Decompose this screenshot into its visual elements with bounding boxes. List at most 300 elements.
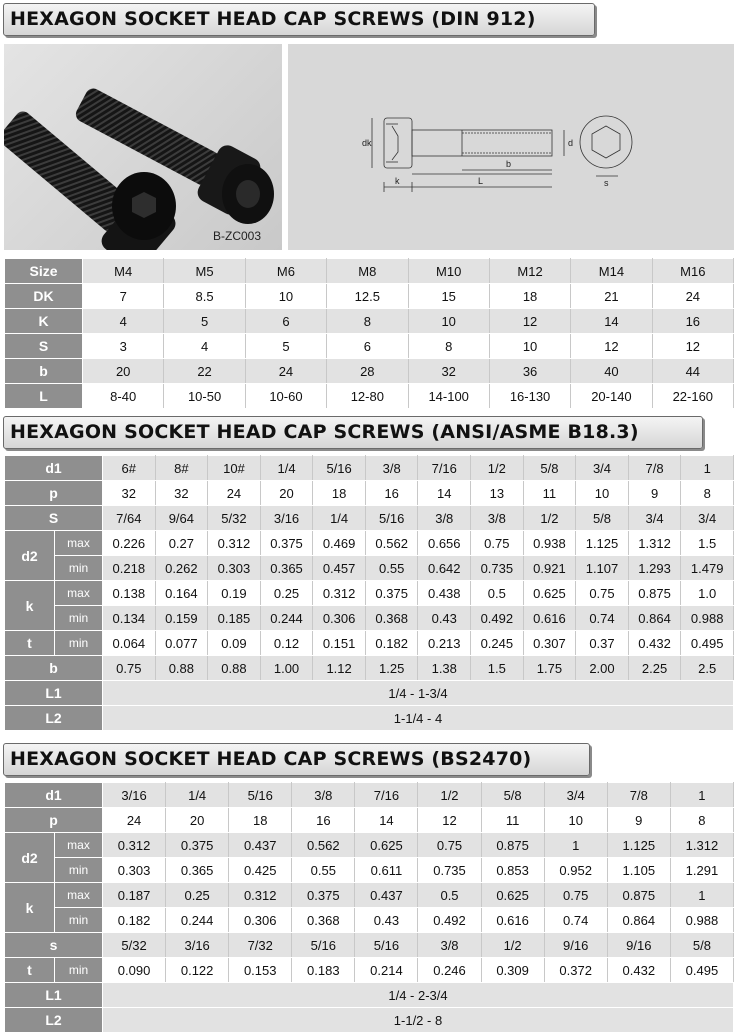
table-cell: 13: [471, 481, 524, 506]
table-cell: 0.138: [103, 581, 156, 606]
table-cell: 0.432: [628, 631, 681, 656]
row-header: S: [5, 334, 83, 359]
table-cell: 4: [164, 334, 245, 359]
table-cell: 3/4: [576, 456, 629, 481]
bs-p-row: [5, 808, 734, 833]
table-cell: 3/4: [544, 783, 607, 808]
table-cell: 0.616: [481, 908, 544, 933]
table-cell: 0.492: [471, 606, 524, 631]
table-cell: 5/8: [481, 783, 544, 808]
table-cell: 1/4: [313, 506, 366, 531]
table-cell: 0.25: [260, 581, 313, 606]
table-cell: 14: [571, 309, 652, 334]
table-cell: 0.064: [103, 631, 156, 656]
table-cell: 0.562: [365, 531, 418, 556]
table-cell: 28: [327, 359, 408, 384]
ansi-s-row: [5, 506, 734, 531]
table-cell: 6: [245, 309, 326, 334]
table-cell: 20: [166, 808, 229, 833]
ansi-l1-row: [5, 681, 734, 706]
row-header: L2: [5, 706, 103, 731]
table-cell: 12: [418, 808, 481, 833]
bs-d2-min-row: [5, 858, 734, 883]
table-cell: 0.492: [418, 908, 481, 933]
table-cell: 0.921: [523, 556, 576, 581]
table-cell: 32: [408, 359, 489, 384]
table-cell: 0.303: [103, 858, 166, 883]
table-cell: 5/32: [208, 506, 261, 531]
table-cell: 11: [481, 808, 544, 833]
table-cell: 1.12: [313, 656, 366, 681]
table-cell: 0.616: [523, 606, 576, 631]
table-cell: 8.5: [164, 284, 245, 309]
table-cell: 0.077: [155, 631, 208, 656]
table-cell: 1/2: [471, 456, 524, 481]
row-header: Size: [5, 259, 83, 284]
table-cell: 0.5: [418, 883, 481, 908]
table-cell: 0.74: [576, 606, 629, 631]
table-cell: 0.375: [260, 531, 313, 556]
table-cell: 0.244: [260, 606, 313, 631]
table-cell: 21: [571, 284, 652, 309]
table-cell: 0.437: [229, 833, 292, 858]
table-cell: 0.375: [166, 833, 229, 858]
table-cell: 1: [544, 833, 607, 858]
table-cell: 9: [607, 808, 670, 833]
table-cell: 5/16: [292, 933, 355, 958]
table-cell: 24: [103, 808, 166, 833]
table-cell: 2.00: [576, 656, 629, 681]
din-row: [5, 284, 734, 309]
table-cell: 7/16: [418, 456, 471, 481]
table-cell: 12-80: [327, 384, 408, 409]
table-cell: 0.153: [229, 958, 292, 983]
table-cell: 8-40: [83, 384, 164, 409]
table-cell: 3/16: [260, 506, 313, 531]
table-cell: 0.262: [155, 556, 208, 581]
table-cell: 3/4: [681, 506, 734, 531]
ansi-l2-row: [5, 706, 734, 731]
table-cell: 0.226: [103, 531, 156, 556]
table-cell: 7/8: [607, 783, 670, 808]
table-cell: 0.372: [544, 958, 607, 983]
table-cell: M6: [245, 259, 326, 284]
table-cell: 0.37: [576, 631, 629, 656]
table-cell: 5/16: [355, 933, 418, 958]
table-cell: 10-60: [245, 384, 326, 409]
row-subheader: min: [55, 631, 103, 656]
table-cell: 5/8: [523, 456, 576, 481]
row-header: S: [5, 506, 103, 531]
dim-label-d: d: [568, 138, 574, 148]
table-cell: 0.875: [628, 581, 681, 606]
table-cell: 4: [83, 309, 164, 334]
table-cell: 0.55: [292, 858, 355, 883]
table-cell: 7/64: [103, 506, 156, 531]
table-cell: M4: [83, 259, 164, 284]
table-cell: 1/2: [418, 783, 481, 808]
table-cell: 1: [670, 883, 733, 908]
table-cell: 0.562: [292, 833, 355, 858]
row-header: k: [5, 581, 55, 631]
range-cell: 1/4 - 1-3/4: [103, 681, 734, 706]
table-cell: 1.312: [670, 833, 733, 858]
table-cell: 18: [229, 808, 292, 833]
row-subheader: max: [55, 883, 103, 908]
table-cell: 0.88: [155, 656, 208, 681]
row-subheader: max: [55, 531, 103, 556]
table-cell: 0.375: [365, 581, 418, 606]
table-cell: 0.187: [103, 883, 166, 908]
table-cell: M8: [327, 259, 408, 284]
dim-label-dk: dk: [362, 138, 372, 148]
ansi-k-min-row: [5, 606, 734, 631]
table-cell: 1.125: [576, 531, 629, 556]
row-subheader: min: [55, 858, 103, 883]
table-cell: 1/4: [166, 783, 229, 808]
table-cell: 0.438: [418, 581, 471, 606]
row-subheader: min: [55, 556, 103, 581]
table-cell: 16: [292, 808, 355, 833]
table-cell: 1.5: [681, 531, 734, 556]
table-cell: 0.375: [292, 883, 355, 908]
table-cell: 0.432: [607, 958, 670, 983]
table-cell: 6#: [103, 456, 156, 481]
table-cell: M16: [652, 259, 733, 284]
table-cell: 0.185: [208, 606, 261, 631]
din-row: [5, 359, 734, 384]
table-cell: 10: [408, 309, 489, 334]
table-cell: 0.469: [313, 531, 366, 556]
row-header: p: [5, 481, 103, 506]
range-cell: 1/4 - 2-3/4: [103, 983, 734, 1008]
table-cell: 0.365: [166, 858, 229, 883]
table-cell: 5/16: [365, 506, 418, 531]
table-cell: 20: [83, 359, 164, 384]
table-cell: 1/2: [481, 933, 544, 958]
table-cell: 36: [489, 359, 570, 384]
table-cell: 0.365: [260, 556, 313, 581]
ansi-section-title: HEXAGON SOCKET HEAD CAP SCREWS (ANSI/ASME B18.3): [3, 416, 703, 449]
row-header: b: [5, 359, 83, 384]
row-header: L2: [5, 1008, 103, 1033]
ansi-d2-max-row: [5, 531, 734, 556]
din-row: [5, 384, 734, 409]
table-cell: 8: [408, 334, 489, 359]
table-cell: 7/32: [229, 933, 292, 958]
socket-screws-image: [4, 44, 282, 250]
table-cell: 16: [365, 481, 418, 506]
row-header: L1: [5, 681, 103, 706]
table-cell: 3/8: [418, 506, 471, 531]
table-cell: 0.218: [103, 556, 156, 581]
row-header: d2: [5, 833, 55, 883]
table-cell: 0.642: [418, 556, 471, 581]
table-cell: 22: [164, 359, 245, 384]
table-cell: 0.938: [523, 531, 576, 556]
table-cell: 0.312: [229, 883, 292, 908]
table-cell: 12: [489, 309, 570, 334]
product-code: B-ZC003: [213, 229, 262, 243]
ansi-d2-min-row: [5, 556, 734, 581]
table-cell: 0.75: [544, 883, 607, 908]
table-cell: 0.12: [260, 631, 313, 656]
bs-k-max-row: [5, 883, 734, 908]
table-cell: 2.5: [681, 656, 734, 681]
table-cell: 0.25: [166, 883, 229, 908]
table-cell: 2.25: [628, 656, 681, 681]
table-cell: 0.09: [208, 631, 261, 656]
table-cell: 32: [103, 481, 156, 506]
bs-l2-row: [5, 1008, 734, 1033]
table-cell: 0.312: [313, 581, 366, 606]
row-header: d1: [5, 456, 103, 481]
table-cell: 40: [571, 359, 652, 384]
table-cell: 0.988: [670, 908, 733, 933]
table-cell: 18: [313, 481, 366, 506]
table-cell: 0.735: [471, 556, 524, 581]
table-cell: 0.75: [103, 656, 156, 681]
table-cell: 5/16: [229, 783, 292, 808]
table-cell: 1.293: [628, 556, 681, 581]
table-cell: 3/4: [628, 506, 681, 531]
din-row: [5, 259, 734, 284]
row-header: d1: [5, 783, 103, 808]
table-cell: 10: [245, 284, 326, 309]
table-cell: 0.75: [576, 581, 629, 606]
row-header: b: [5, 656, 103, 681]
table-cell: 0.306: [313, 606, 366, 631]
row-subheader: min: [55, 606, 103, 631]
table-cell: 0.611: [355, 858, 418, 883]
table-cell: 6: [327, 334, 408, 359]
ansi-table: [4, 455, 734, 731]
table-cell: 16: [652, 309, 733, 334]
table-cell: 5/16: [313, 456, 366, 481]
table-cell: 20-140: [571, 384, 652, 409]
table-cell: 1.479: [681, 556, 734, 581]
table-cell: 7/8: [628, 456, 681, 481]
table-cell: 0.312: [208, 531, 261, 556]
row-header: s: [5, 933, 103, 958]
row-header: t: [5, 631, 55, 656]
bs-d1-row: [5, 783, 734, 808]
table-cell: 22-160: [652, 384, 733, 409]
table-cell: 10#: [208, 456, 261, 481]
table-cell: 24: [652, 284, 733, 309]
bs-k-min-row: [5, 908, 734, 933]
table-cell: 20: [260, 481, 313, 506]
table-cell: 8: [327, 309, 408, 334]
row-header: p: [5, 808, 103, 833]
table-cell: 3/8: [365, 456, 418, 481]
table-cell: 0.457: [313, 556, 366, 581]
ansi-k-max-row: [5, 581, 734, 606]
table-cell: 0.988: [681, 606, 734, 631]
table-cell: 0.55: [365, 556, 418, 581]
table-cell: 3/16: [103, 783, 166, 808]
table-cell: 0.43: [355, 908, 418, 933]
row-header: K: [5, 309, 83, 334]
table-cell: 9/64: [155, 506, 208, 531]
table-cell: 0.625: [355, 833, 418, 858]
table-cell: 16-130: [489, 384, 570, 409]
range-cell: 1-1/4 - 4: [103, 706, 734, 731]
table-cell: 0.182: [365, 631, 418, 656]
table-cell: 0.245: [471, 631, 524, 656]
product-photo: [4, 44, 282, 250]
row-header: DK: [5, 284, 83, 309]
row-subheader: max: [55, 833, 103, 858]
table-cell: 11: [523, 481, 576, 506]
table-cell: 0.303: [208, 556, 261, 581]
table-cell: 0.875: [481, 833, 544, 858]
table-cell: 14: [418, 481, 471, 506]
table-cell: 0.625: [481, 883, 544, 908]
table-cell: 3/8: [418, 933, 481, 958]
table-cell: 0.213: [418, 631, 471, 656]
table-cell: 1: [681, 456, 734, 481]
table-cell: 10: [544, 808, 607, 833]
table-cell: 0.368: [292, 908, 355, 933]
table-cell: 0.853: [481, 858, 544, 883]
table-cell: 0.864: [628, 606, 681, 631]
table-cell: 1.0: [681, 581, 734, 606]
table-cell: 10: [576, 481, 629, 506]
table-cell: 0.134: [103, 606, 156, 631]
table-cell: 12: [652, 334, 733, 359]
table-cell: 0.182: [103, 908, 166, 933]
table-cell: 3/16: [166, 933, 229, 958]
ansi-d1-row: [5, 456, 734, 481]
table-cell: 18: [489, 284, 570, 309]
table-cell: 0.656: [418, 531, 471, 556]
table-cell: 1.75: [523, 656, 576, 681]
table-cell: 24: [208, 481, 261, 506]
table-cell: 0.43: [418, 606, 471, 631]
ansi-p-row: [5, 481, 734, 506]
bs-l1-row: [5, 983, 734, 1008]
table-cell: 0.437: [355, 883, 418, 908]
bs-table: [4, 782, 734, 1033]
table-cell: 1.25: [365, 656, 418, 681]
dim-label-L: L: [478, 176, 484, 186]
din-row: [5, 309, 734, 334]
ansi-t-row: [5, 631, 734, 656]
table-cell: 10: [489, 334, 570, 359]
table-cell: 0.151: [313, 631, 366, 656]
range-cell: 1-1/2 - 8: [103, 1008, 734, 1033]
row-header: k: [5, 883, 55, 933]
table-cell: 0.246: [418, 958, 481, 983]
table-cell: 24: [245, 359, 326, 384]
table-cell: 9/16: [544, 933, 607, 958]
bs-section-title: HEXAGON SOCKET HEAD CAP SCREWS (BS2470): [3, 743, 590, 776]
table-cell: 1.00: [260, 656, 313, 681]
table-cell: 9/16: [607, 933, 670, 958]
table-cell: 0.875: [607, 883, 670, 908]
table-cell: 3: [83, 334, 164, 359]
table-cell: 0.864: [607, 908, 670, 933]
table-cell: 1.38: [418, 656, 471, 681]
table-cell: 0.495: [670, 958, 733, 983]
row-subheader: max: [55, 581, 103, 606]
table-cell: 8: [670, 808, 733, 833]
din-table: [4, 258, 734, 409]
table-cell: 1: [670, 783, 733, 808]
table-cell: 1.5: [471, 656, 524, 681]
dim-label-b: b: [506, 159, 512, 169]
table-cell: 5: [164, 309, 245, 334]
dim-label-k: k: [395, 176, 400, 186]
table-cell: 0.244: [166, 908, 229, 933]
table-cell: 8#: [155, 456, 208, 481]
table-cell: 8: [681, 481, 734, 506]
ansi-b-row: [5, 656, 734, 681]
table-cell: 15: [408, 284, 489, 309]
table-cell: 12: [571, 334, 652, 359]
row-header: L: [5, 384, 83, 409]
table-cell: 32: [155, 481, 208, 506]
row-subheader: min: [55, 908, 103, 933]
table-cell: 9: [628, 481, 681, 506]
table-cell: 0.88: [208, 656, 261, 681]
table-cell: 5: [245, 334, 326, 359]
table-cell: 1.291: [670, 858, 733, 883]
table-cell: 0.952: [544, 858, 607, 883]
table-cell: 14-100: [408, 384, 489, 409]
row-header: t: [5, 958, 55, 983]
table-cell: 0.309: [481, 958, 544, 983]
row-header: L1: [5, 983, 103, 1008]
screw-dimension-diagram: [288, 44, 734, 250]
table-cell: 0.306: [229, 908, 292, 933]
table-cell: 5/8: [576, 506, 629, 531]
dim-label-s: s: [604, 178, 609, 188]
technical-drawing: [288, 44, 734, 250]
table-cell: 14: [355, 808, 418, 833]
table-cell: M12: [489, 259, 570, 284]
table-cell: 0.164: [155, 581, 208, 606]
table-cell: M14: [571, 259, 652, 284]
table-cell: 3/8: [471, 506, 524, 531]
table-cell: 0.425: [229, 858, 292, 883]
table-cell: 5/8: [670, 933, 733, 958]
table-cell: 1.105: [607, 858, 670, 883]
table-cell: 1/2: [523, 506, 576, 531]
table-cell: 1/4: [260, 456, 313, 481]
table-cell: 0.214: [355, 958, 418, 983]
table-cell: 7/16: [355, 783, 418, 808]
bs-s-row: [5, 933, 734, 958]
table-cell: 44: [652, 359, 733, 384]
table-cell: 0.312: [103, 833, 166, 858]
din-row: [5, 334, 734, 359]
table-cell: 1.107: [576, 556, 629, 581]
table-cell: M5: [164, 259, 245, 284]
table-cell: 10-50: [164, 384, 245, 409]
table-cell: 0.183: [292, 958, 355, 983]
bs-d2-max-row: [5, 833, 734, 858]
din-section-title: HEXAGON SOCKET HEAD CAP SCREWS (DIN 912): [3, 3, 595, 36]
table-cell: M10: [408, 259, 489, 284]
table-cell: 3/8: [292, 783, 355, 808]
table-cell: 0.625: [523, 581, 576, 606]
bs-t-row: [5, 958, 734, 983]
table-cell: 0.19: [208, 581, 261, 606]
table-cell: 12.5: [327, 284, 408, 309]
table-cell: 0.122: [166, 958, 229, 983]
